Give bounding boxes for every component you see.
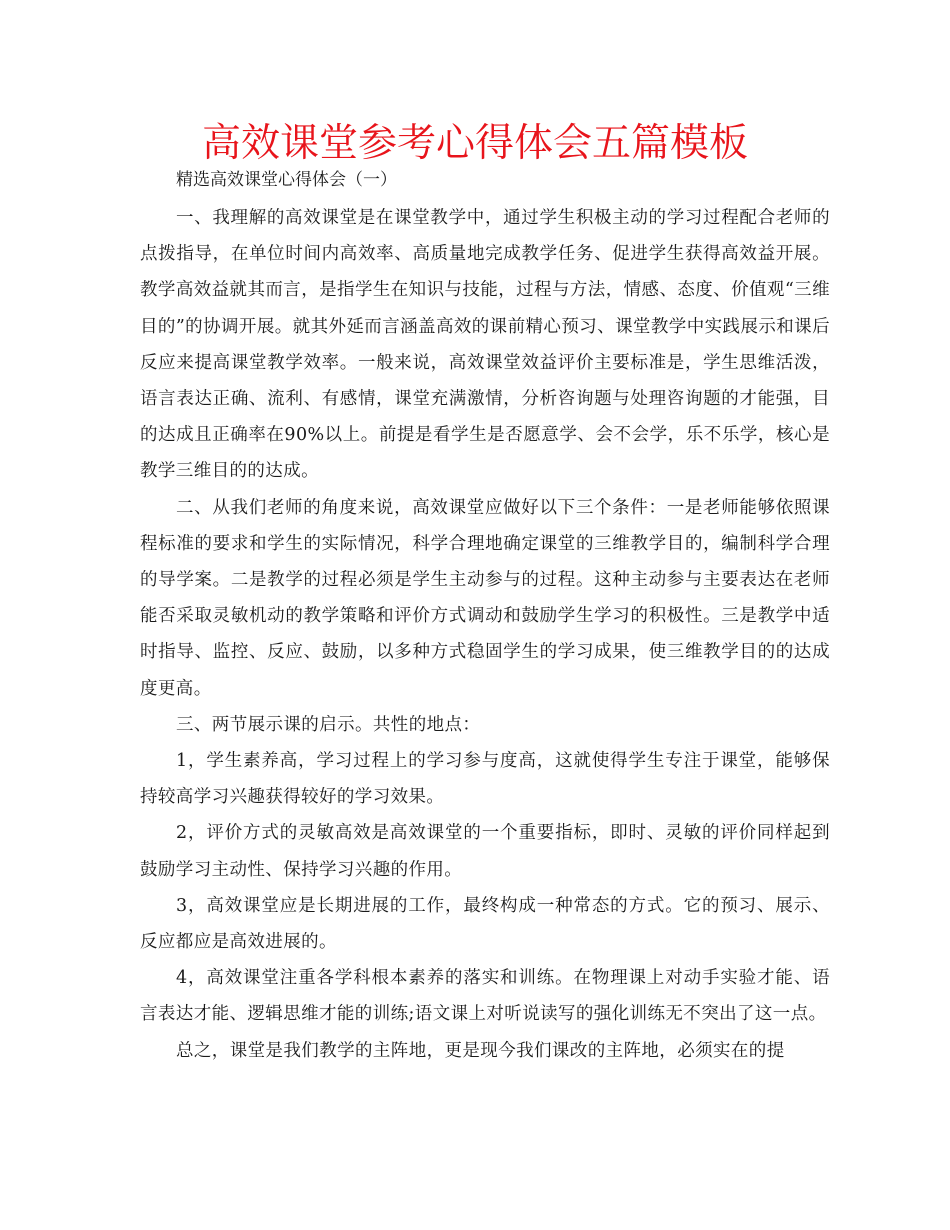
paragraph-2: 二、从我们老师的角度来说，高效课堂应做好以下三个条件：一是老师能够依照课程标准的要求和学生的实际情况，科学合理地确定课堂的三维教学目的，编制科学合理的导学案。二是教学的过程必须是学生主动参与的过程。这种主动参与主要表达在老师能否采取灵敏机动的教学策略和评价方式调动和鼓励学生学习的积极性。三是教学中适时指导、监控、反应、鼓励，以多种方式稳固学生的学习成果，使三维教学目的的达成度更高。 [140,497,830,699]
paragraph-6: 3，高效课堂应是长期进展的工作，最终构成一种常态的方式。它的预习、展示、反应都应是高效进展的。 [140,895,830,953]
paragraph-7: 4，高效课堂注重各学科根本素养的落实和训练。在物理课上对动手实验才能、语言表达才能、逻辑思维才能的训练;语文课上对听说读写的强化训练无不突出了这一点。 [140,968,830,1025]
paragraph-3: 三、两节展示课的启示。共性的地点： [176,714,481,735]
document-body [140,200,830,1069]
paragraph-1: 一、我理解的高效课堂是在课堂教学中，通过学生积极主动的学习过程配合老师的点拨指导，在单位时间内高效率、高质量地完成教学任务、促进学生获得高效益开展。教学高效益就其而言，是指学生在知识与技能，过程与方法，情感、态度、价值观“三维目的”的协调开展。就其外延而言涵盖高效的课前精心预习、课堂教学中实践展示和课后反应来提高课堂教学效率。一般来说，高效课堂效益评价主要标准是，学生思维活泼，语言表达正确、流利、有感情，课堂充满激情，分析咨询题与处理咨询题的才能强，目的达成且正确率在90%以上。前提是看学生是否愿意学、会不会学，乐不乐学，核心是教学三维目的的达成。 [140,208,830,482]
document-subtitle: 精选高效课堂心得体会（一） [176,170,397,190]
paragraph-8: 总之，课堂是我们教学的主阵地，更是现今我们课改的主阵地，必须实在的提 [176,1040,785,1061]
paragraph-4: 1，学生素养高，学习过程上的学习参与度高，这就使得学生专注于课堂，能够保持较高学习兴趣获得较好的学习效果。 [140,751,830,808]
document-title: 高效课堂参考心得体会五篇模板 [201,121,748,166]
paragraph-5: 2，评价方式的灵敏高效是高效课堂的一个重要指标，即时、灵敏的评价同样起到鼓励学习主动性、保持学习兴趣的作用。 [140,823,830,880]
